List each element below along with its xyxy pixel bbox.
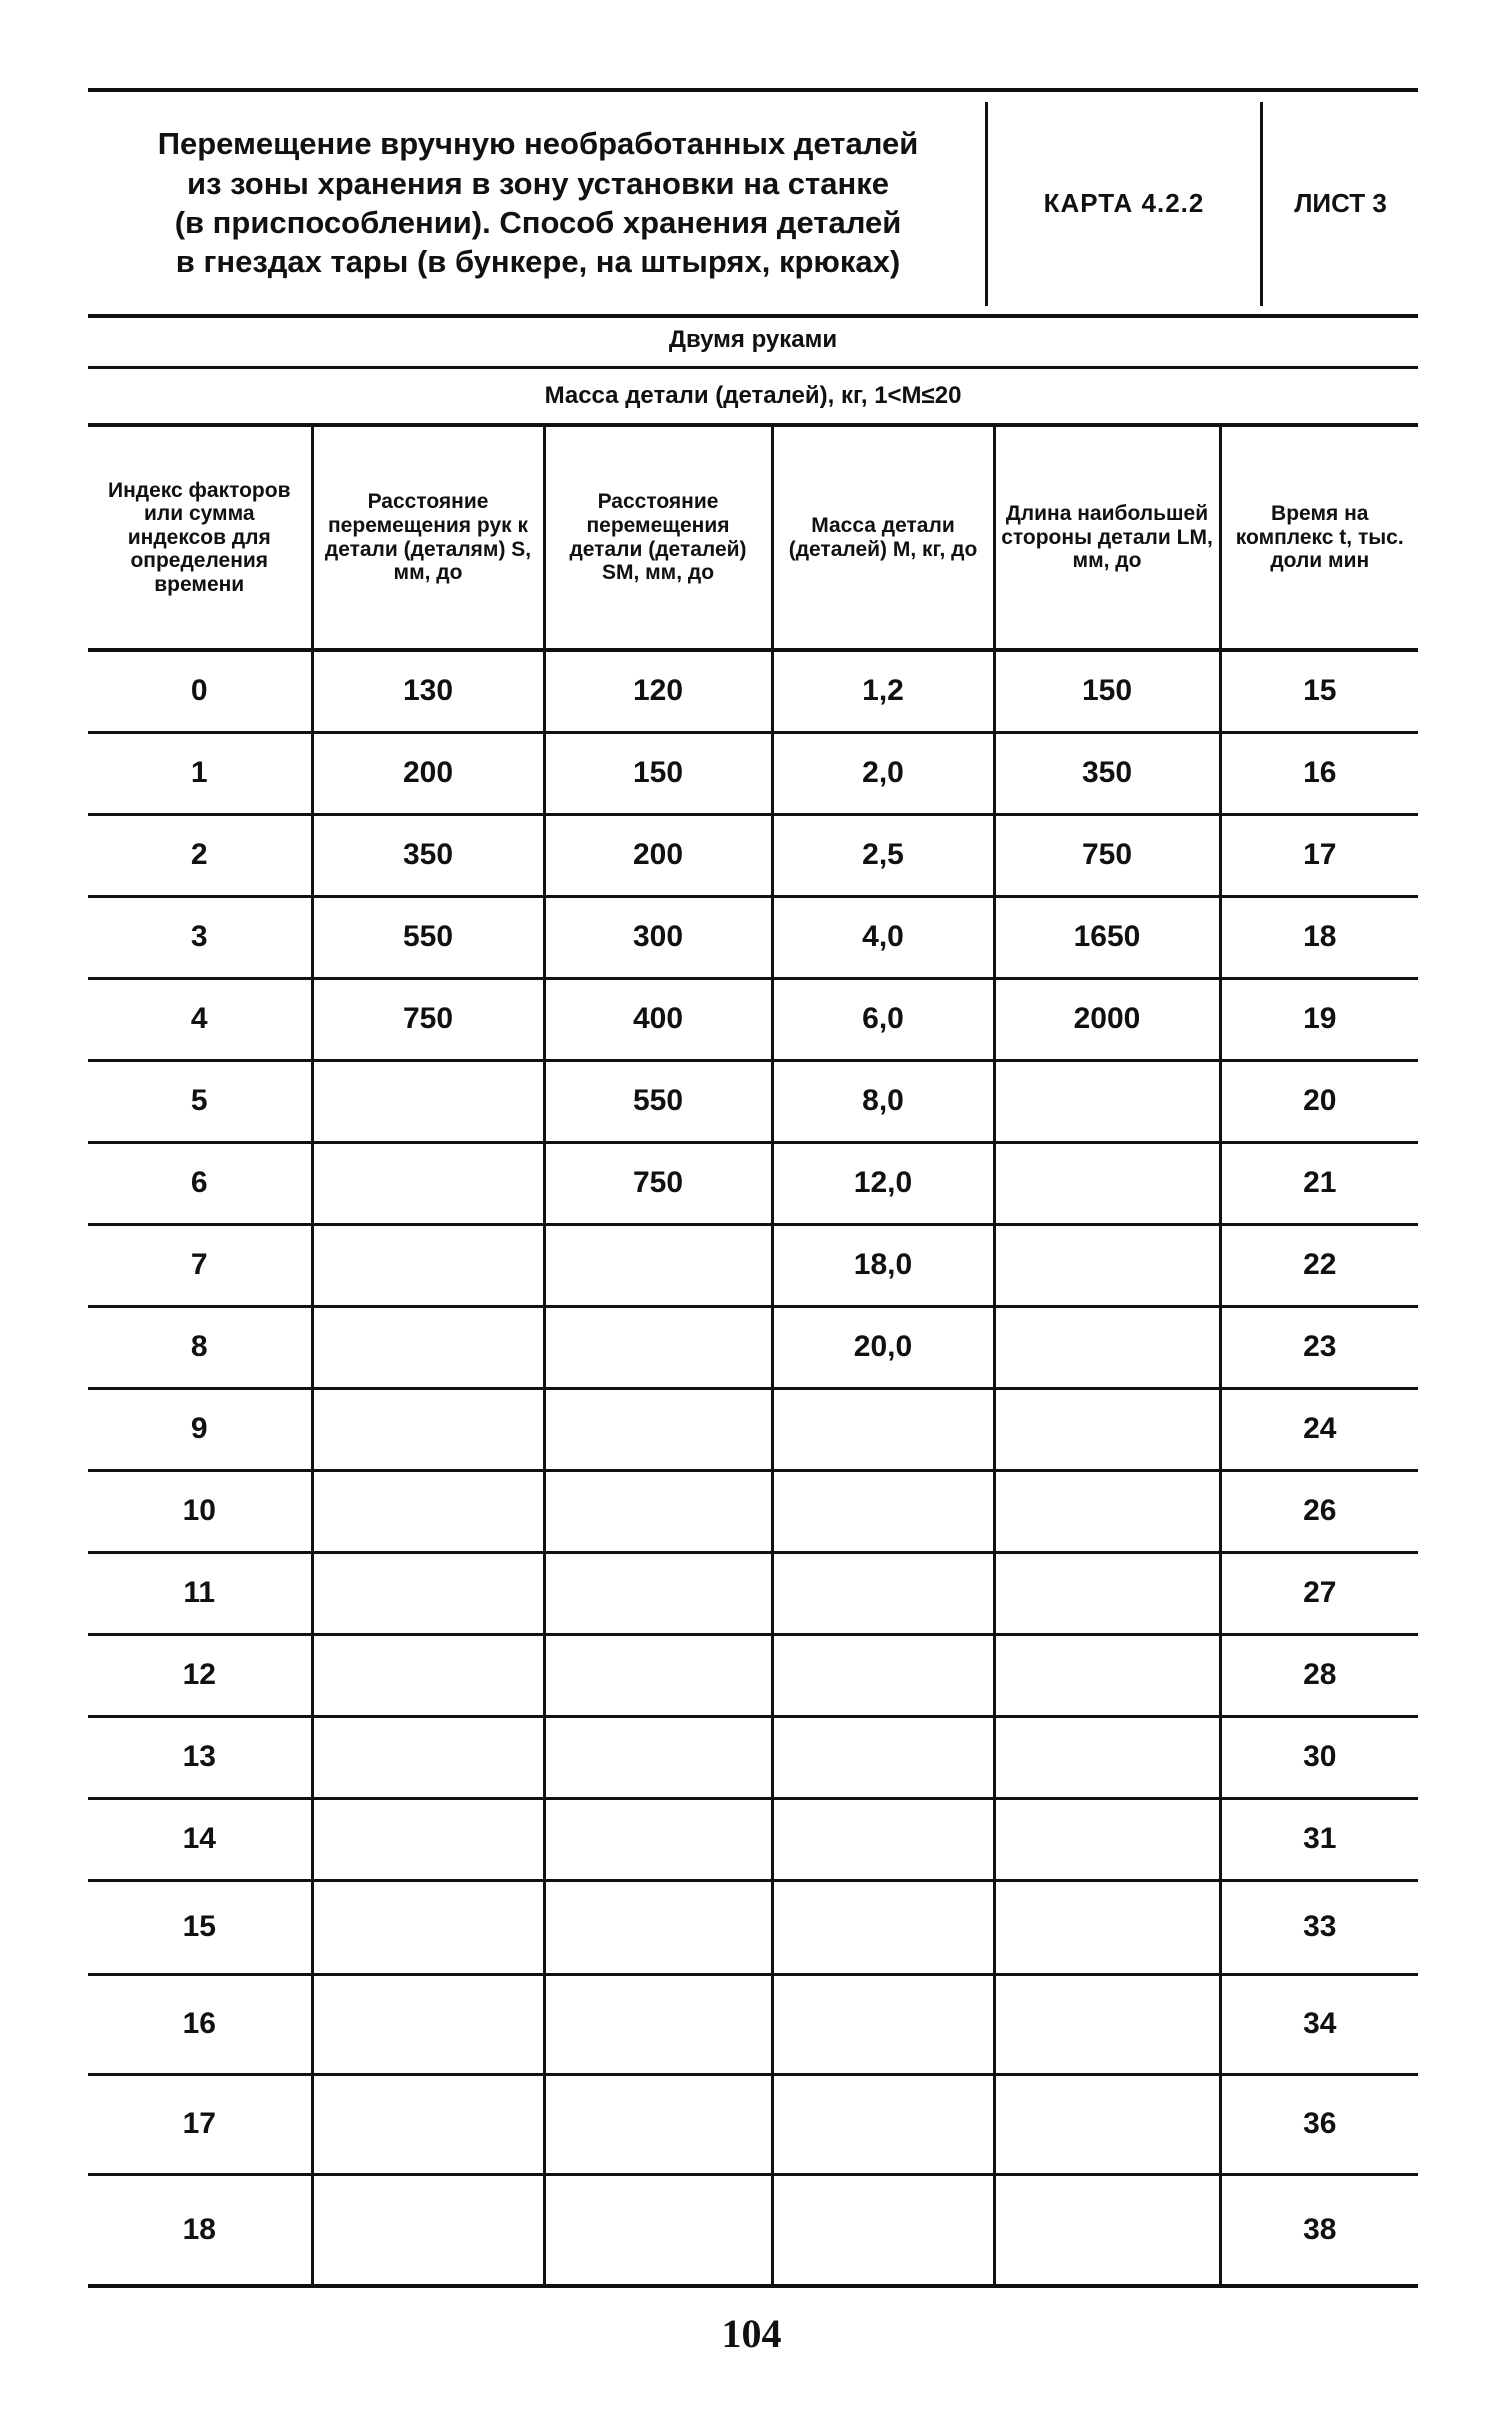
cell-index: 15	[88, 1880, 312, 1974]
cell-index: 14	[88, 1798, 312, 1880]
column-header-mass: Масса детали (деталей) M, кг, до	[772, 427, 994, 650]
cell-mass	[772, 2174, 994, 2286]
cell-hand-distance	[312, 1552, 544, 1634]
table-row	[88, 896, 1418, 978]
table-row	[88, 2074, 1418, 2174]
cell-mass: 2,5	[772, 814, 994, 896]
cell-hand-distance	[312, 1306, 544, 1388]
cell-part-distance: 150	[544, 732, 772, 814]
cell-part-distance	[544, 1974, 772, 2074]
cell-index: 13	[88, 1716, 312, 1798]
cell-index: 18	[88, 2174, 312, 2286]
cell-time: 18	[1220, 896, 1418, 978]
cell-time: 20	[1220, 1060, 1418, 1142]
title-line: из зоны хранения в зону установки на станке	[187, 165, 889, 201]
cell-index: 16	[88, 1974, 312, 2074]
cell-length	[994, 2174, 1220, 2286]
cell-mass	[772, 1880, 994, 1974]
cell-hand-distance	[312, 1142, 544, 1224]
cell-length	[994, 1142, 1220, 1224]
cell-hand-distance	[312, 1388, 544, 1470]
table-row	[88, 1798, 1418, 1880]
column-header-part-distance: Расстояние перемещения детали (деталей) SM, мм, до	[544, 427, 772, 650]
table-row	[88, 1142, 1418, 1224]
cell-mass: 8,0	[772, 1060, 994, 1142]
cell-time: 24	[1220, 1388, 1418, 1470]
cell-length	[994, 1716, 1220, 1798]
cell-length	[994, 1224, 1220, 1306]
column-header-length: Длина наибольшей стороны детали LM, мм, до	[994, 427, 1220, 650]
cell-index: 17	[88, 2074, 312, 2174]
cell-index: 6	[88, 1142, 312, 1224]
cell-part-distance: 300	[544, 896, 772, 978]
mass-condition: Масса детали (деталей), кг, 1<M≤20	[88, 369, 1418, 427]
table-row	[88, 1388, 1418, 1470]
cell-hand-distance	[312, 1974, 544, 2074]
cell-index: 11	[88, 1552, 312, 1634]
table-row	[88, 2174, 1418, 2286]
table-row	[88, 1716, 1418, 1798]
table-row	[88, 1880, 1418, 1974]
table-row	[88, 1552, 1418, 1634]
column-header-time: Время на комплекс t, тыс. доли мин	[1220, 427, 1418, 650]
cell-mass	[772, 1974, 994, 2074]
cell-part-distance	[544, 1388, 772, 1470]
cell-hand-distance	[312, 2074, 544, 2174]
cell-index: 4	[88, 978, 312, 1060]
table-row	[88, 1634, 1418, 1716]
cell-hand-distance: 130	[312, 650, 544, 732]
cell-hand-distance	[312, 2174, 544, 2286]
cell-part-distance	[544, 2174, 772, 2286]
cell-part-distance	[544, 1224, 772, 1306]
cell-time: 17	[1220, 814, 1418, 896]
cell-part-distance: 550	[544, 1060, 772, 1142]
cell-length: 2000	[994, 978, 1220, 1060]
cell-time: 38	[1220, 2174, 1418, 2286]
title-line: (в приспособлении). Способ хранения деталей	[174, 205, 902, 240]
cell-length	[994, 1798, 1220, 1880]
cell-length	[994, 1552, 1220, 1634]
cell-part-distance	[544, 1306, 772, 1388]
table-row	[88, 1060, 1418, 1142]
cell-length: 350	[994, 732, 1220, 814]
cell-time: 15	[1220, 650, 1418, 732]
table-body	[88, 650, 1418, 2286]
table-row	[88, 814, 1418, 896]
cell-time: 23	[1220, 1306, 1418, 1388]
cell-index: 7	[88, 1224, 312, 1306]
cell-length	[994, 1060, 1220, 1142]
cell-part-distance: 400	[544, 978, 772, 1060]
cell-time: 26	[1220, 1470, 1418, 1552]
cell-part-distance	[544, 2074, 772, 2174]
page-number: 104	[721, 2311, 782, 2356]
table-header-row	[88, 427, 1418, 650]
cell-hand-distance: 200	[312, 732, 544, 814]
cell-time: 21	[1220, 1142, 1418, 1224]
cell-mass: 20,0	[772, 1306, 994, 1388]
cell-hand-distance	[312, 1716, 544, 1798]
column-header-index: Индекс факторов или сумма индексов для определения времени	[88, 427, 312, 650]
cell-time: 31	[1220, 1798, 1418, 1880]
cell-part-distance	[544, 1634, 772, 1716]
cell-time: 30	[1220, 1716, 1418, 1798]
cell-hand-distance	[312, 1798, 544, 1880]
table-row	[88, 1306, 1418, 1388]
cell-time: 36	[1220, 2074, 1418, 2174]
cell-index: 1	[88, 732, 312, 814]
cell-part-distance: 200	[544, 814, 772, 896]
cell-hand-distance	[312, 1880, 544, 1974]
cell-mass	[772, 2074, 994, 2174]
cell-length	[994, 1306, 1220, 1388]
cell-index: 5	[88, 1060, 312, 1142]
cell-index: 2	[88, 814, 312, 896]
cell-mass	[772, 1634, 994, 1716]
cell-index: 3	[88, 896, 312, 978]
cell-hand-distance	[312, 1470, 544, 1552]
cell-part-distance	[544, 1716, 772, 1798]
cell-length: 1650	[994, 896, 1220, 978]
cell-hand-distance: 350	[312, 814, 544, 896]
cell-mass: 12,0	[772, 1142, 994, 1224]
cell-mass	[772, 1552, 994, 1634]
table-row	[88, 732, 1418, 814]
cell-length	[994, 1974, 1220, 2074]
sheet-number: ЛИСТ 3	[1294, 187, 1387, 218]
subheader-both-hands: Двумя руками	[88, 314, 1418, 369]
table-row	[88, 1470, 1418, 1552]
norms-table	[88, 427, 1418, 2288]
cell-length	[994, 1634, 1220, 1716]
cell-mass: 4,0	[772, 896, 994, 978]
cell-part-distance	[544, 1552, 772, 1634]
cell-hand-distance	[312, 1060, 544, 1142]
cell-mass: 18,0	[772, 1224, 994, 1306]
cell-time: 27	[1220, 1552, 1418, 1634]
title-line: Перемещение вручную необработанных деталей	[157, 126, 919, 162]
cell-index: 10	[88, 1470, 312, 1552]
cell-time: 28	[1220, 1634, 1418, 1716]
cell-hand-distance: 550	[312, 896, 544, 978]
table-row	[88, 978, 1418, 1060]
card-title	[88, 92, 988, 314]
cell-hand-distance	[312, 1634, 544, 1716]
cell-mass	[772, 1388, 994, 1470]
table-row	[88, 650, 1418, 732]
card-number: КАРТА 4.2.2	[1043, 187, 1205, 218]
cell-time: 33	[1220, 1880, 1418, 1974]
cell-part-distance: 750	[544, 1142, 772, 1224]
cell-index: 12	[88, 1634, 312, 1716]
cell-time: 19	[1220, 978, 1418, 1060]
cell-time: 22	[1220, 1224, 1418, 1306]
cell-part-distance	[544, 1880, 772, 1974]
cell-index: 9	[88, 1388, 312, 1470]
cell-index: 8	[88, 1306, 312, 1388]
cell-length: 150	[994, 650, 1220, 732]
cell-length	[994, 1470, 1220, 1552]
cell-mass: 6,0	[772, 978, 994, 1060]
cell-part-distance: 120	[544, 650, 772, 732]
column-header-hand-distance: Расстояние перемещения рук к детали (деталям) S, мм, до	[312, 427, 544, 650]
card-header	[88, 88, 1418, 318]
title-line: в гнездах тары (в бункере, на штырях, крюках)	[175, 244, 901, 280]
cell-mass	[772, 1716, 994, 1798]
cell-mass	[772, 1798, 994, 1880]
cell-part-distance	[544, 1798, 772, 1880]
table-row	[88, 1974, 1418, 2074]
cell-length	[994, 1880, 1220, 1974]
cell-mass: 2,0	[772, 732, 994, 814]
cell-mass: 1,2	[772, 650, 994, 732]
cell-hand-distance	[312, 1224, 544, 1306]
cell-time: 16	[1220, 732, 1418, 814]
cell-length: 750	[994, 814, 1220, 896]
table-row	[88, 1224, 1418, 1306]
cell-index: 0	[88, 650, 312, 732]
cell-part-distance	[544, 1470, 772, 1552]
cell-length	[994, 2074, 1220, 2174]
cell-mass	[772, 1470, 994, 1552]
cell-hand-distance: 750	[312, 978, 544, 1060]
cell-time: 34	[1220, 1974, 1418, 2074]
cell-length	[994, 1388, 1220, 1470]
